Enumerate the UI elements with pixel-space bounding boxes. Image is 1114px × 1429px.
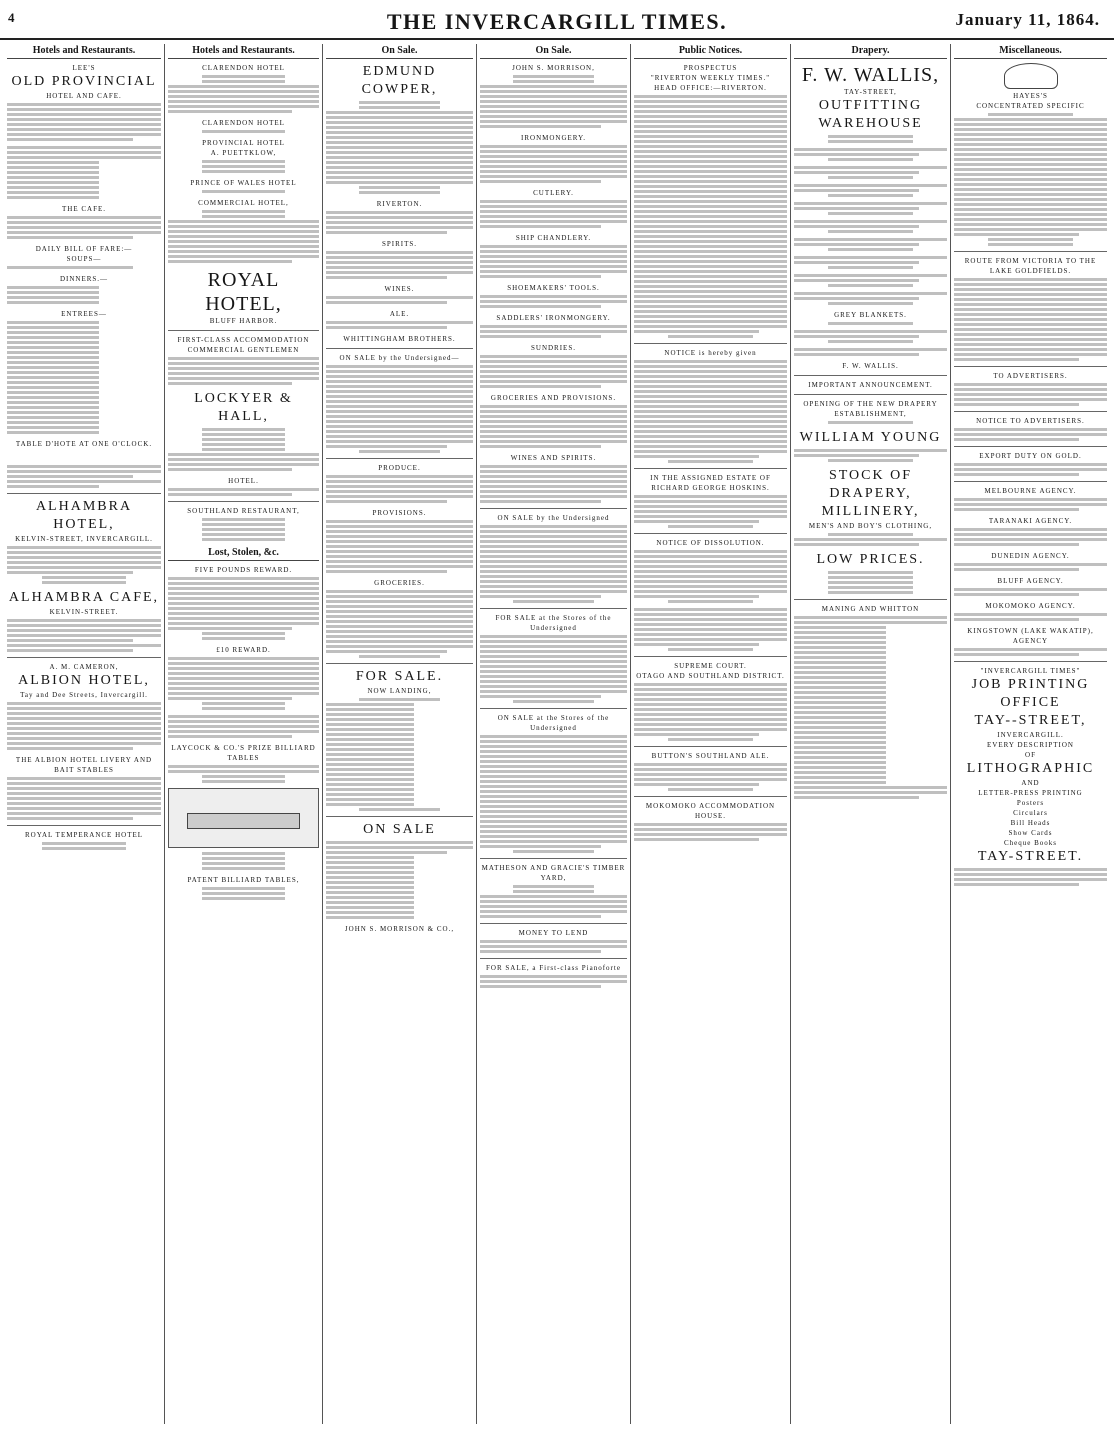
text-block [794,274,947,287]
ad-heading: SOUTHLAND RESTAURANT, [187,507,300,515]
text-block [954,648,1107,656]
text-block [794,348,947,356]
ad-heading: "INVERCARGILL TIMES" [980,667,1081,675]
ad-heading: MELBOURNE AGENCY. [984,487,1077,495]
ad-heading: CLARENDON HOTEL [202,64,285,72]
text-block [794,571,947,594]
ad-heading: "RIVERTON WEEKLY TIMES." [650,74,771,82]
ad-heading: NOW LANDING, [367,687,432,695]
ad-heading: TAY-STREET, [844,88,897,96]
text-block [480,940,627,953]
page-number: 4 [8,10,15,25]
ad-heading: COMMERCIAL GENTLEMEN [187,346,300,354]
ad-heading: LOCKYER & HALL, [194,391,293,424]
ad-heading: PROVINCIAL HOTEL [202,139,285,147]
ad-heading: THE ALBION HOTEL LIVERY AND BAIT STABLES [15,756,153,774]
ad-heading: HOTEL AND CAFE. [46,92,122,100]
text-block [168,715,319,738]
text-block [7,146,161,199]
ad-heading: OUTFITTING WAREHOUSE [818,98,923,131]
text-block [480,885,627,918]
text-block [794,148,947,161]
text-block [954,463,1107,476]
text-block [168,357,319,385]
text-block [480,635,627,703]
ad-heading: PRINCE OF WALES HOTEL [190,179,297,187]
ad-heading: SADDLERS' IRONMONGERY. [496,314,611,322]
ad-heading: MOKOMOKO AGENCY. [985,602,1076,610]
ad-heading: ROUTE FROM VICTORIA TO THE LAKE GOLDFIELDS. [964,257,1097,275]
ad-heading: ROYAL HOTEL, [205,269,282,315]
ad-heading: SOUPS— [66,255,102,263]
ad-heading: Show Cards [1008,829,1053,837]
ad-heading: LEE'S [72,64,96,72]
ad-heading: A. PUETTKLOW, [210,149,277,157]
text-block [794,322,947,325]
ad-heading: KINGSTOWN (LAKE WAKATIP), AGENCY [967,627,1094,645]
ad-heading: BLUFF HARBOR. [209,317,278,325]
text-block [7,842,161,850]
text-block [954,428,1107,441]
ad-heading: SHIP CHANDLERY. [515,234,592,242]
column-heading: Public Notices. [634,44,787,59]
ad-heading: SUNDRIES. [531,344,576,352]
text-block [634,550,787,603]
text-block [634,763,787,791]
ad-heading: EDMUND COWPER, [361,64,438,97]
text-block [480,145,627,183]
ad-heading: WINES. [384,285,415,293]
text-block [794,135,947,143]
text-block [634,95,787,338]
text-block [480,245,627,278]
text-block [480,75,627,128]
text-block [7,777,161,820]
text-block [168,518,319,541]
ad-heading: INVERCARGILL. [997,731,1064,739]
text-block [794,292,947,305]
ad-heading: JOHN S. MORRISON, [512,64,595,72]
issue-date: January 11, 1864. [955,10,1100,29]
text-block [326,475,473,503]
ad-heading: OTAGO AND SOUTHLAND DISTRICT. [636,672,785,680]
ad-heading: CONCENTRATED SPECIFIC [976,102,1085,110]
text-block [480,465,627,503]
column-public-notices [630,44,790,1424]
ad-heading: DUNEDIN AGENCY. [991,552,1070,560]
ad-heading: STOCK OF DRAPERY, [828,468,913,501]
text-block [326,211,473,234]
ad-heading: DINNERS.— [59,275,109,283]
text-block [954,498,1107,511]
column-hotels-1 [4,44,164,1424]
text-block [326,251,473,279]
text-block [480,200,627,228]
text-block [168,765,319,783]
text-block [480,975,627,988]
masthead [0,0,1114,40]
ad-heading: WHITTINGHAM BROTHERS. [343,335,456,343]
column-drapery [790,44,950,1424]
column-heading: Drapery. [794,44,947,59]
text-block [168,657,319,710]
text-block [794,184,947,197]
ad-heading: TABLE D'HOTE AT ONE O'CLOCK. [15,440,153,448]
column-heading: Hotels and Restaurants. [168,44,319,59]
column-hotels-2 [164,44,322,1424]
column-on-sale-2 [476,44,630,1424]
ad-heading: ALE. [389,310,410,318]
ad-heading: F. W. WALLIS. [842,362,899,370]
ad-heading: PROSPECTUS [683,64,738,72]
ad-heading: GROCERIES AND PROVISIONS. [490,394,617,402]
ad-heading: ON SALE [363,822,436,837]
text-block [7,702,161,750]
text-block [794,238,947,251]
text-block [954,383,1107,406]
ad-heading: CUTLERY. [533,189,574,197]
text-block [168,160,319,173]
ad-heading: FIVE POUNDS REWARD. [194,566,293,574]
text-block [7,103,161,141]
ad-heading: F. W. WALLIS, [801,64,940,86]
text-block [7,546,161,584]
text-block [168,130,319,133]
text-block [7,619,161,652]
text-block [7,216,161,239]
text-block [954,113,1107,246]
text-block [480,525,627,603]
billiard-table-illustration [168,788,319,848]
ad-heading: TARANAKI AGENCY. [988,517,1073,525]
text-block [480,295,627,308]
text-block [326,520,473,573]
text-block [326,698,473,811]
ad-heading: OLD PROVINCIAL [11,74,157,89]
ad-heading: GROCERIES. [374,579,425,587]
ad-heading: FOR SALE, a First-class Pianoforte [486,964,621,972]
ad-heading: ENTREES— [61,310,107,318]
ad-heading: Posters [1016,799,1045,807]
text-block [326,590,473,658]
newspaper-title: THE INVERCARGILL TIMES. [386,9,728,34]
text-block [168,75,319,113]
ad-heading: SHOEMAKERS' TOOLS. [507,284,600,292]
text-block [794,449,947,462]
ad-heading: AND [1021,779,1040,787]
ad-heading: FOR SALE at the Stores of the Undersigned [495,614,612,632]
ad-heading: HEAD OFFICE:—RIVERTON. [654,84,767,92]
text-block [326,841,473,919]
text-block [794,533,947,546]
ad-heading: TAY--STREET, [974,713,1087,728]
ad-heading: OPENING OF THE NEW DRAPERY ESTABLISHMENT, [803,400,938,418]
ad-heading: WILLIAM YOUNG [799,430,942,445]
ad-heading: NOTICE OF DISSOLUTION. [656,539,765,547]
ad-heading: IN THE ASSIGNED ESTATE OF RICHARD GEORGE HOSKINS. [650,474,771,492]
text-block [954,868,1107,886]
ad-heading: ALHAMBRA CAFE, [8,590,160,605]
ad-heading: PATENT BILLIARD TABLES, [187,876,300,884]
text-block [794,421,947,424]
text-block [954,588,1107,596]
ad-heading: Bill Heads [1010,819,1051,827]
text-block [954,528,1107,546]
text-block [7,266,161,269]
text-block [168,488,319,496]
text-block [954,613,1107,621]
ad-heading: ON SALE at the Stores of the Undersigned [497,714,610,732]
ad-heading: Tay and Dee Streets, Invercargill. [20,691,148,699]
ad-heading: TAY-STREET. [977,849,1084,864]
text-block [634,360,787,463]
ad-heading: MATHESON AND GRACIE'S TIMBER YARD, [481,864,626,882]
ad-heading: A. M. CAMERON, [49,663,119,671]
text-block [794,256,947,269]
royal-arms-emblem [1004,63,1058,89]
text-block [326,365,473,453]
ad-heading: NOTICE TO ADVERTISERS. [976,417,1085,425]
text-block [168,428,319,471]
ad-heading: COMMERCIAL HOTEL, [198,199,289,207]
text-block [168,210,319,263]
ad-heading: DAILY BILL OF FARE:— [35,245,133,253]
ad-heading: MILLINERY, [821,504,920,519]
column-heading: Miscellaneous. [954,44,1107,59]
ad-heading: OF [1025,751,1036,759]
ad-heading: TO ADVERTISERS. [993,372,1068,380]
ad-heading: KELVIN-STREET. [49,608,119,616]
ad-heading: BLUFF AGENCY. [997,577,1064,585]
text-block [794,330,947,343]
ad-heading: IMPORTANT ANNOUNCEMENT. [808,381,933,389]
text-block [7,286,161,304]
text-block [326,101,473,194]
text-block [794,616,947,799]
ad-heading: CLARENDON HOTEL [202,119,285,127]
ad-heading: GREY BLANKETS. [834,311,907,319]
text-block [794,220,947,233]
ad-heading: HOTEL. [228,477,259,485]
text-block [634,495,787,528]
ad-heading: ALBION HOTEL, [18,673,150,688]
section-heading: Lost, Stolen, &c. [168,546,319,561]
text-block [634,608,787,651]
ad-heading: SUPREME COURT. [674,662,747,670]
ad-heading: EXPORT DUTY ON GOLD. [979,452,1082,460]
text-block [7,465,161,488]
ad-heading: HAYES'S [1013,92,1048,100]
ad-heading: LOW PRICES. [816,552,925,567]
column-heading: On Sale. [326,44,473,59]
ad-heading: SPIRITS. [381,240,418,248]
ad-heading: LETTER-PRESS PRINTING [978,789,1083,797]
ad-heading: WINES AND SPIRITS. [510,454,597,462]
ad-heading: ON SALE by the Undersigned [497,514,610,522]
ad-heading: LAYCOCK & CO.'S PRIZE BILLIARD TABLES [171,744,316,762]
ad-heading: £10 REWARD. [216,646,271,654]
column-miscellaneous [950,44,1110,1424]
ad-heading: Cheque Books [1003,839,1058,847]
text-block [168,577,319,640]
column-heading: Hotels and Restaurants. [7,44,161,59]
ad-heading: MEN'S AND BOY'S CLOTHING, [808,522,933,530]
ad-heading: PROVISIONS. [372,509,427,517]
text-block [794,202,947,215]
text-block [326,296,473,304]
ad-heading: MOKOMOKO ACCOMMODATION HOUSE. [645,802,776,820]
ad-heading: LITHOGRAPHIC [966,761,1095,776]
ad-heading: IRONMONGERY. [521,134,586,142]
ad-heading: ON SALE by the Undersigned— [339,354,460,362]
ad-heading: MANING AND WHITTON [821,605,920,613]
ad-heading: EVERY DESCRIPTION [987,741,1074,749]
text-block [168,887,319,900]
ad-heading: RIVERTON. [376,200,423,208]
ad-heading: Circulars [1013,809,1048,817]
text-block [794,166,947,179]
ad-heading: JOB PRINTING OFFICE [971,677,1090,710]
ad-heading: PRODUCE. [378,464,421,472]
text-block [954,563,1107,571]
text-block [168,852,319,870]
text-block [480,405,627,448]
ad-heading: ROYAL TEMPERANCE HOTEL [24,831,144,839]
text-block [7,321,161,434]
text-block [480,325,627,338]
ad-heading: JOHN S. MORRISON & CO., [344,925,455,933]
column-heading: On Sale. [480,44,627,59]
text-block [326,321,473,329]
ad-heading: BUTTON'S SOUTHLAND ALE. [651,752,770,760]
text-block [168,190,319,193]
ad-heading: THE CAFE. [62,205,106,213]
text-block [634,683,787,741]
ad-heading: FIRST-CLASS ACCOMMODATION [177,336,310,344]
text-block [480,735,627,853]
text-block [634,823,787,841]
ad-heading: KELVIN-STREET, INVERCARGILL. [15,535,153,543]
column-on-sale-1 [322,44,476,1424]
text-block [480,355,627,388]
text-block [954,278,1107,361]
ad-heading: ALHAMBRA HOTEL, [35,499,133,532]
ad-heading: FOR SALE. [355,669,444,684]
ad-heading: MONEY TO LEND [518,929,589,937]
ad-heading: NOTICE is hereby given [664,349,757,357]
